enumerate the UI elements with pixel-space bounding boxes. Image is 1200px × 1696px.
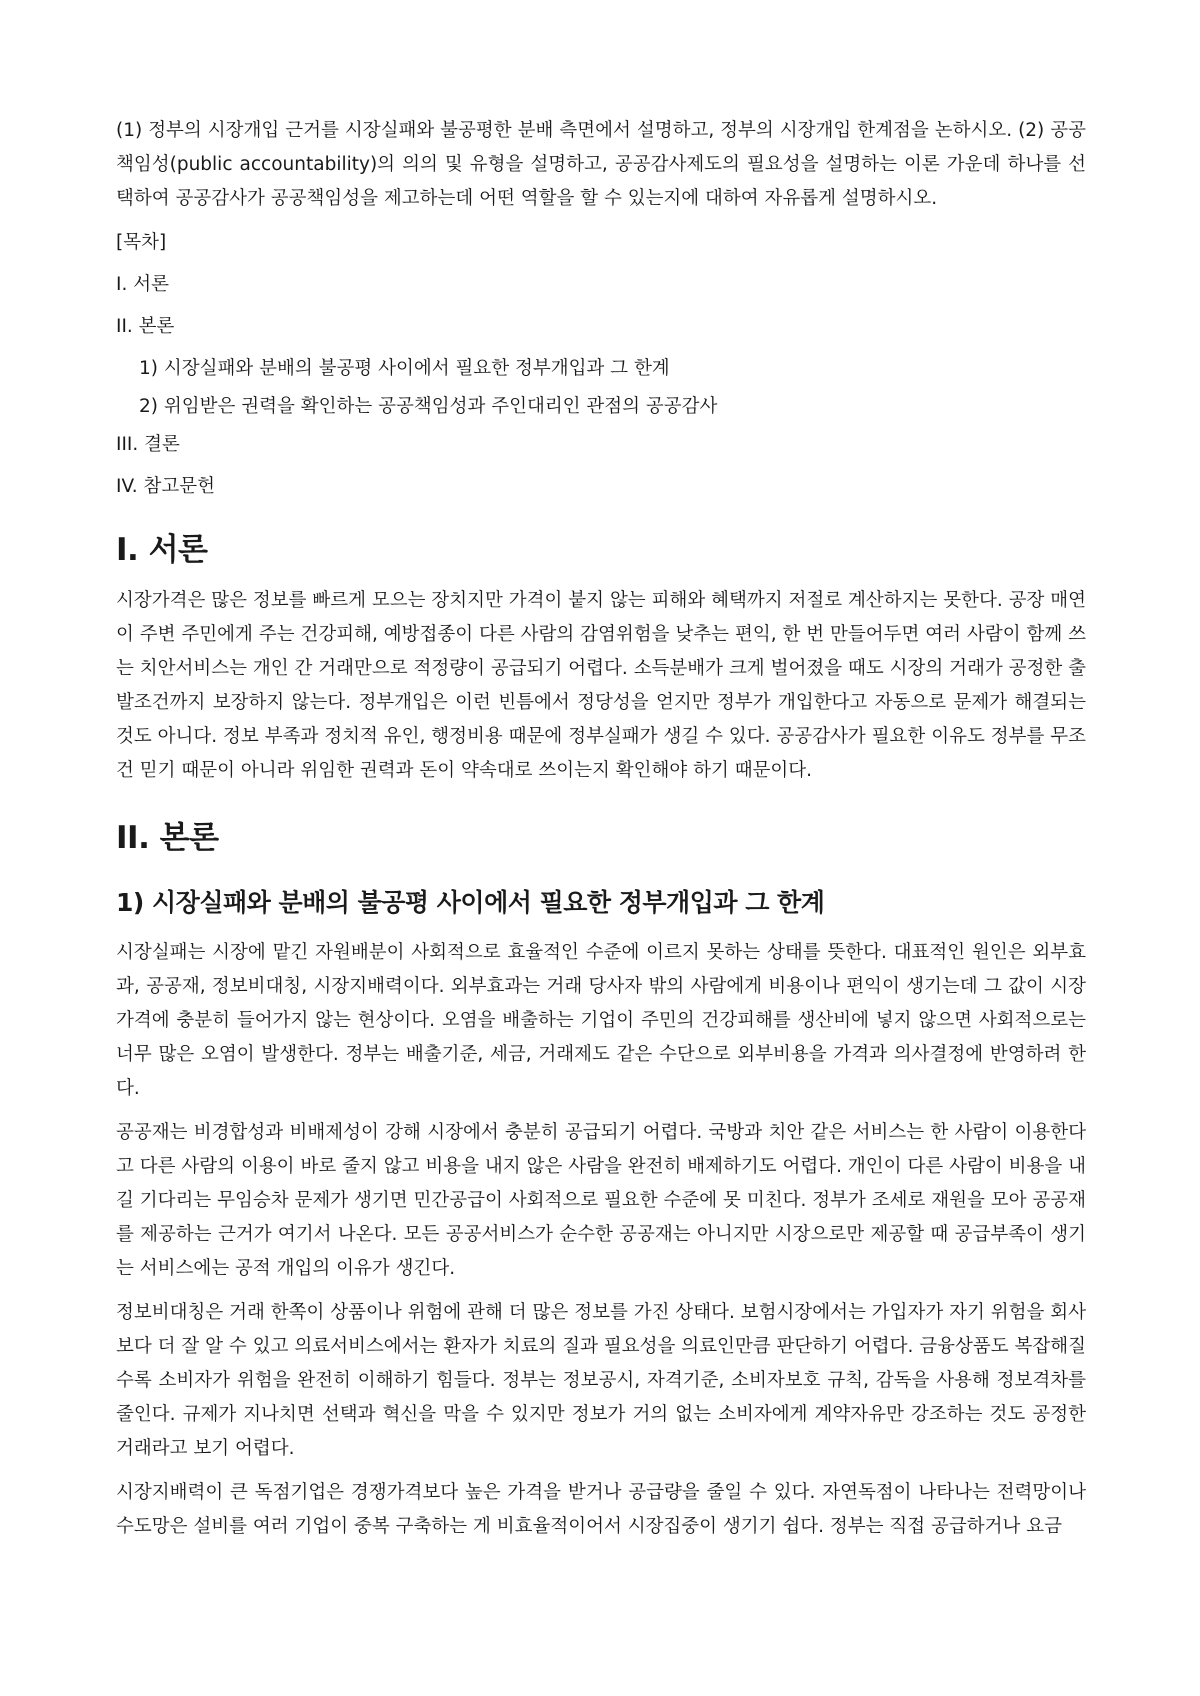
subsection-1-heading: 1) 시장실패와 분배의 불공평 사이에서 필요한 정부개입과 그 한계: [116, 888, 825, 917]
toc-item-conclusion: III. 결론: [116, 434, 180, 455]
assignment-prompt: (1) 정부의 시장개입 근거를 시장실패와 불공평한 분배 측면에서 설명하고, 정부의 시장개입 한계점을 논하시오. (2) 공공책임성(public accountability)의 의의 및 유형을 설명하고, 공공감사제도의 필요성을 설명하는 이론 가운데 하나를 선택하여 공공감사가 공공책임성을 제고하는데 어떤 역할을 할 수 있는지에 대하여 자유롭게 설명하시오.: [116, 120, 1086, 209]
toc-item-body-sub2: 2) 위임받은 권력을 확인하는 공공책임성과 주인대리인 관점의 공공감사: [139, 396, 718, 417]
document-page: [116, 114, 1086, 1554]
intro-heading: I. 서론: [116, 532, 208, 568]
body-paragraph-2: 공공재는 비경합성과 비배제성이 강해 시장에서 충분히 공급되기 어렵다. 국방과 치안 같은 서비스는 한 사람이 이용한다고 다른 사람의 이용이 바로 줄지 않고 비용을 내지 않은 사람을 완전히 배제하기도 어렵다. 개인이 다른 사람이 비용을 내길 기다리는 무임승차 문제가 생기면 민간공급이 사회적으로 필요한 수준에 못 미친다. 정부가 조세로 재원을 모아 공공재를 제공하는 근거가 여기서 나온다. 모든 공공서비스가 순수한 공공재는 아니지만 시장으로만 제공할 때 공급부족이 생기는 서비스에는 공적 개입의 이유가 생긴다.: [116, 1122, 1086, 1279]
body-paragraph-4: 시장지배력이 큰 독점기업은 경쟁가격보다 높은 가격을 받거나 공급량을 줄일 수 있다. 자연독점이 나타나는 전력망이나 수도망은 설비를 여러 기업이 중복 구축하는 게 비효율적이어서 시장집중이 생기기 쉽다. 정부는 직접 공급하거나 요금: [116, 1482, 1086, 1537]
table-of-contents: [116, 228, 1086, 502]
toc-list: [116, 270, 1086, 502]
toc-item-intro: I. 서론: [116, 274, 169, 295]
toc-item-references: IV. 참고문헌: [116, 476, 215, 497]
body-heading: II. 본론: [116, 820, 219, 856]
body-paragraph-1: 시장실패는 시장에 맡긴 자원배분이 사회적으로 효율적인 수준에 이르지 못하는 상태를 뜻한다. 대표적인 원인은 외부효과, 공공재, 정보비대칭, 시장지배력이다. 외부효과는 거래 당사자 밖의 사람에게 비용이나 편익이 생기는데 그 값이 시장가격에 충분히 들어가지 않는 현상이다. 오염을 배출하는 기업이 주민의 건강피해를 생산비에 넣지 않으면 사회적으로는 너무 많은 오염이 발생한다. 정부는 배출기준, 세금, 거래제도 같은 수단으로 외부비용을 가격과 의사결정에 반영하려 한다.: [116, 942, 1086, 1099]
toc-item-body: II. 본론: [116, 316, 175, 337]
intro-paragraph: 시장가격은 많은 정보를 빠르게 모으는 장치지만 가격이 붙지 않는 피해와 혜택까지 저절로 계산하지는 못한다. 공장 매연이 주변 주민에게 주는 건강피해, 예방접종이 다른 사람의 감염위험을 낮추는 편익, 한 번 만들어두면 여러 사람이 함께 쓰는 치안서비스는 개인 간 거래만으로 적정량이 공급되기 어렵다. 소득분배가 크게 벌어졌을 때도 시장의 거래가 공정한 출발조건까지 보장하지 않는다. 정부개입은 이런 빈틈에서 정당성을 얻지만 정부가 개입한다고 자동으로 문제가 해결되는 것도 아니다. 정보 부족과 정치적 유인, 행정비용 때문에 정부실패가 생길 수 있다. 공공감사가 필요한 이유도 정부를 무조건 믿기 때문이 아니라 위임한 권력과 돈이 약속대로 쓰이는지 확인해야 하기 때문이다.: [116, 590, 1086, 781]
toc-heading: [목차]: [116, 232, 167, 253]
toc-item-body-sub1: 1) 시장실패와 분배의 불공평 사이에서 필요한 정부개입과 그 한계: [139, 358, 670, 379]
body-paragraph-3: 정보비대칭은 거래 한쪽이 상품이나 위험에 관해 더 많은 정보를 가진 상태다. 보험시장에서는 가입자가 자기 위험을 회사보다 더 잘 알 수 있고 의료서비스에서는 환자가 치료의 질과 필요성을 의료인만큼 판단하기 어렵다. 금융상품도 복잡해질수록 소비자가 위험을 완전히 이해하기 힘들다. 정부는 정보공시, 자격기준, 소비자보호 규칙, 감독을 사용해 정보격차를 줄인다. 규제가 지나치면 선택과 혁신을 막을 수 있지만 정보가 거의 없는 소비자에게 계약자유만 강조하는 것도 공정한 거래라고 보기 어렵다.: [116, 1302, 1086, 1459]
